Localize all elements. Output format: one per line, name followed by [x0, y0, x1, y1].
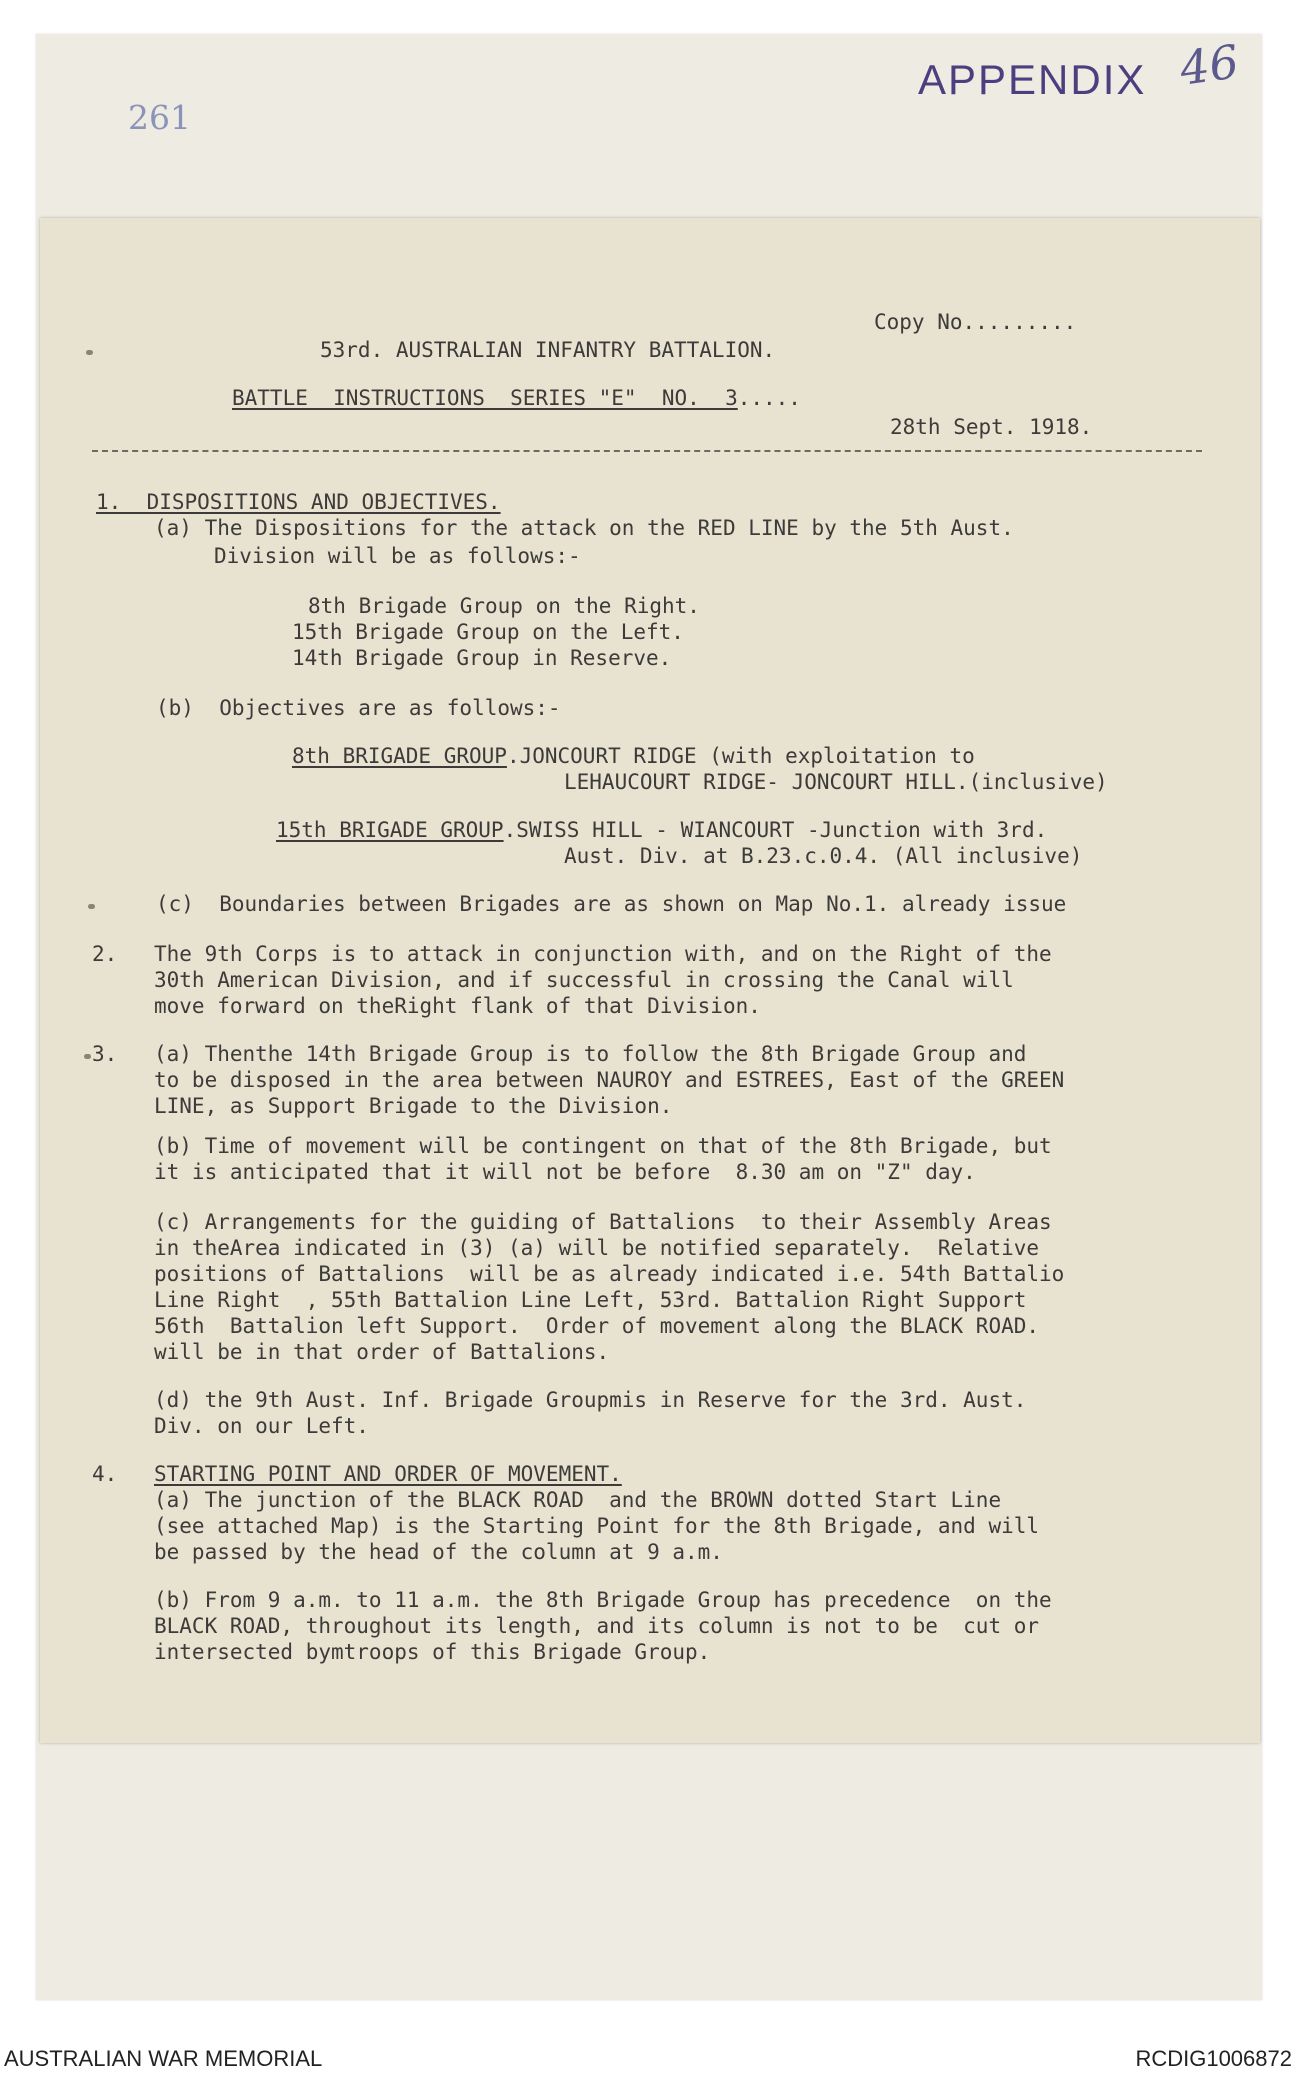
text-line: (a) The junction of the BLACK ROAD and the BROWN dotted Start Line [154, 1488, 1002, 1512]
folio-number: 261 [128, 98, 191, 137]
text-line: it is anticipated that it will not be before 8.30 am on "Z" day. [154, 1160, 976, 1184]
text-line [292, 744, 975, 768]
section-number: 4. [92, 1462, 118, 1486]
text-line: (see attached Map) is the Starting Point for the 8th Brigade, and will [154, 1514, 1040, 1538]
copy-number: Copy No......... [874, 310, 1077, 334]
dashed-divider [92, 450, 1202, 452]
text-line: in theArea indicated in (3) (a) will be notified separately. Relative [154, 1236, 1040, 1260]
appendix-handwritten-number: 46 [1176, 34, 1243, 96]
pin-hole [86, 350, 93, 355]
series-title: BATTLE INSTRUCTIONS SERIES "E" NO. 3 [232, 386, 738, 410]
text-line: intersected bymtroops of this Brigade Group. [154, 1640, 711, 1664]
text-line: 56th Battalion left Support. Order of movement along the BLACK ROAD. [154, 1314, 1040, 1338]
text-line: Division will be as follows:- [214, 544, 581, 568]
pin-hole [84, 1054, 91, 1059]
text-line [276, 818, 1047, 842]
text-line: be passed by the head of the column at 9 a.m. [154, 1540, 723, 1564]
brigade-15-objective: .SWISS HILL - WIANCOURT -Junction with 3rd. [503, 818, 1048, 842]
text-line: (a) The Dispositions for the attack on the RED LINE by the 5th Aust. [154, 516, 1014, 540]
text-line: Div. on our Left. [154, 1414, 369, 1438]
text-line: (b) Objectives are as follows:- [156, 696, 561, 720]
series-heading [232, 386, 801, 410]
brigade-15-label: 15th BRIGADE GROUP [276, 818, 504, 842]
brigade-8-label: 8th BRIGADE GROUP [292, 744, 507, 768]
text-line: The 9th Corps is to attack in conjunction with, and on the Right of the [154, 942, 1052, 966]
section-number: 2. [92, 942, 118, 966]
text-line: (d) the 9th Aust. Inf. Brigade Groupmis in Reserve for the 3rd. Aust. [154, 1388, 1027, 1412]
text-line: 8th Brigade Group on the Right. [308, 594, 700, 618]
section-1-heading: 1. DISPOSITIONS AND OBJECTIVES. [96, 490, 501, 514]
unit-heading: 53rd. AUSTRALIAN INFANTRY BATTALION. [320, 338, 776, 362]
footer-source: AUSTRALIAN WAR MEMORIAL [4, 2046, 323, 2071]
text-line: positions of Battalions will be as already indicated i.e. 54th Battalio [154, 1262, 1065, 1286]
text-line: (b) From 9 a.m. to 11 a.m. the 8th Brigade Group has precedence on the [154, 1588, 1052, 1612]
text-line: (c) Boundaries between Brigades are as shown on Map No.1. already issue [156, 892, 1067, 916]
text-line: 14th Brigade Group in Reserve. [292, 646, 672, 670]
text-line: Line Right , 55th Battalion Line Left, 53rd. Battalion Right Support [154, 1288, 1027, 1312]
text-line: 30th American Division, and if successful in crossing the Canal will [154, 968, 1014, 992]
text-line: LINE, as Support Brigade to the Division. [154, 1094, 673, 1118]
series-dots: ..... [737, 386, 801, 410]
text-line: (b) Time of movement will be contingent on that of the 8th Brigade, but [154, 1134, 1052, 1158]
section-number: 3. [92, 1042, 118, 1066]
brigade-8-objective: .JONCOURT RIDGE (with exploitation to [506, 744, 975, 768]
section-4-heading: STARTING POINT AND ORDER OF MOVEMENT. [154, 1462, 622, 1486]
text-line: (a) Thenthe 14th Brigade Group is to follow the 8th Brigade Group and [154, 1042, 1027, 1066]
appendix-stamp: APPENDIX [918, 56, 1147, 103]
text-line: 15th Brigade Group on the Left. [292, 620, 684, 644]
document-date: 28th Sept. 1918. [890, 415, 1093, 439]
footer-id: RCDIG1006872 [1135, 2046, 1292, 2071]
text-line: to be disposed in the area between NAUROY and ESTREES, East of the GREEN [154, 1068, 1065, 1092]
text-line: will be in that order of Battalions. [154, 1340, 610, 1364]
text-line: BLACK ROAD, throughout its length, and its column is not to be cut or [154, 1614, 1040, 1638]
text-line: move forward on theRight flank of that Division. [154, 994, 761, 1018]
text-line: LEHAUCOURT RIDGE- JONCOURT HILL.(inclusive) [564, 770, 1108, 794]
text-line: Aust. Div. at B.23.c.0.4. (All inclusive) [564, 844, 1083, 868]
pin-hole [88, 904, 95, 909]
text-line: (c) Arrangements for the guiding of Battalions to their Assembly Areas [154, 1210, 1052, 1234]
